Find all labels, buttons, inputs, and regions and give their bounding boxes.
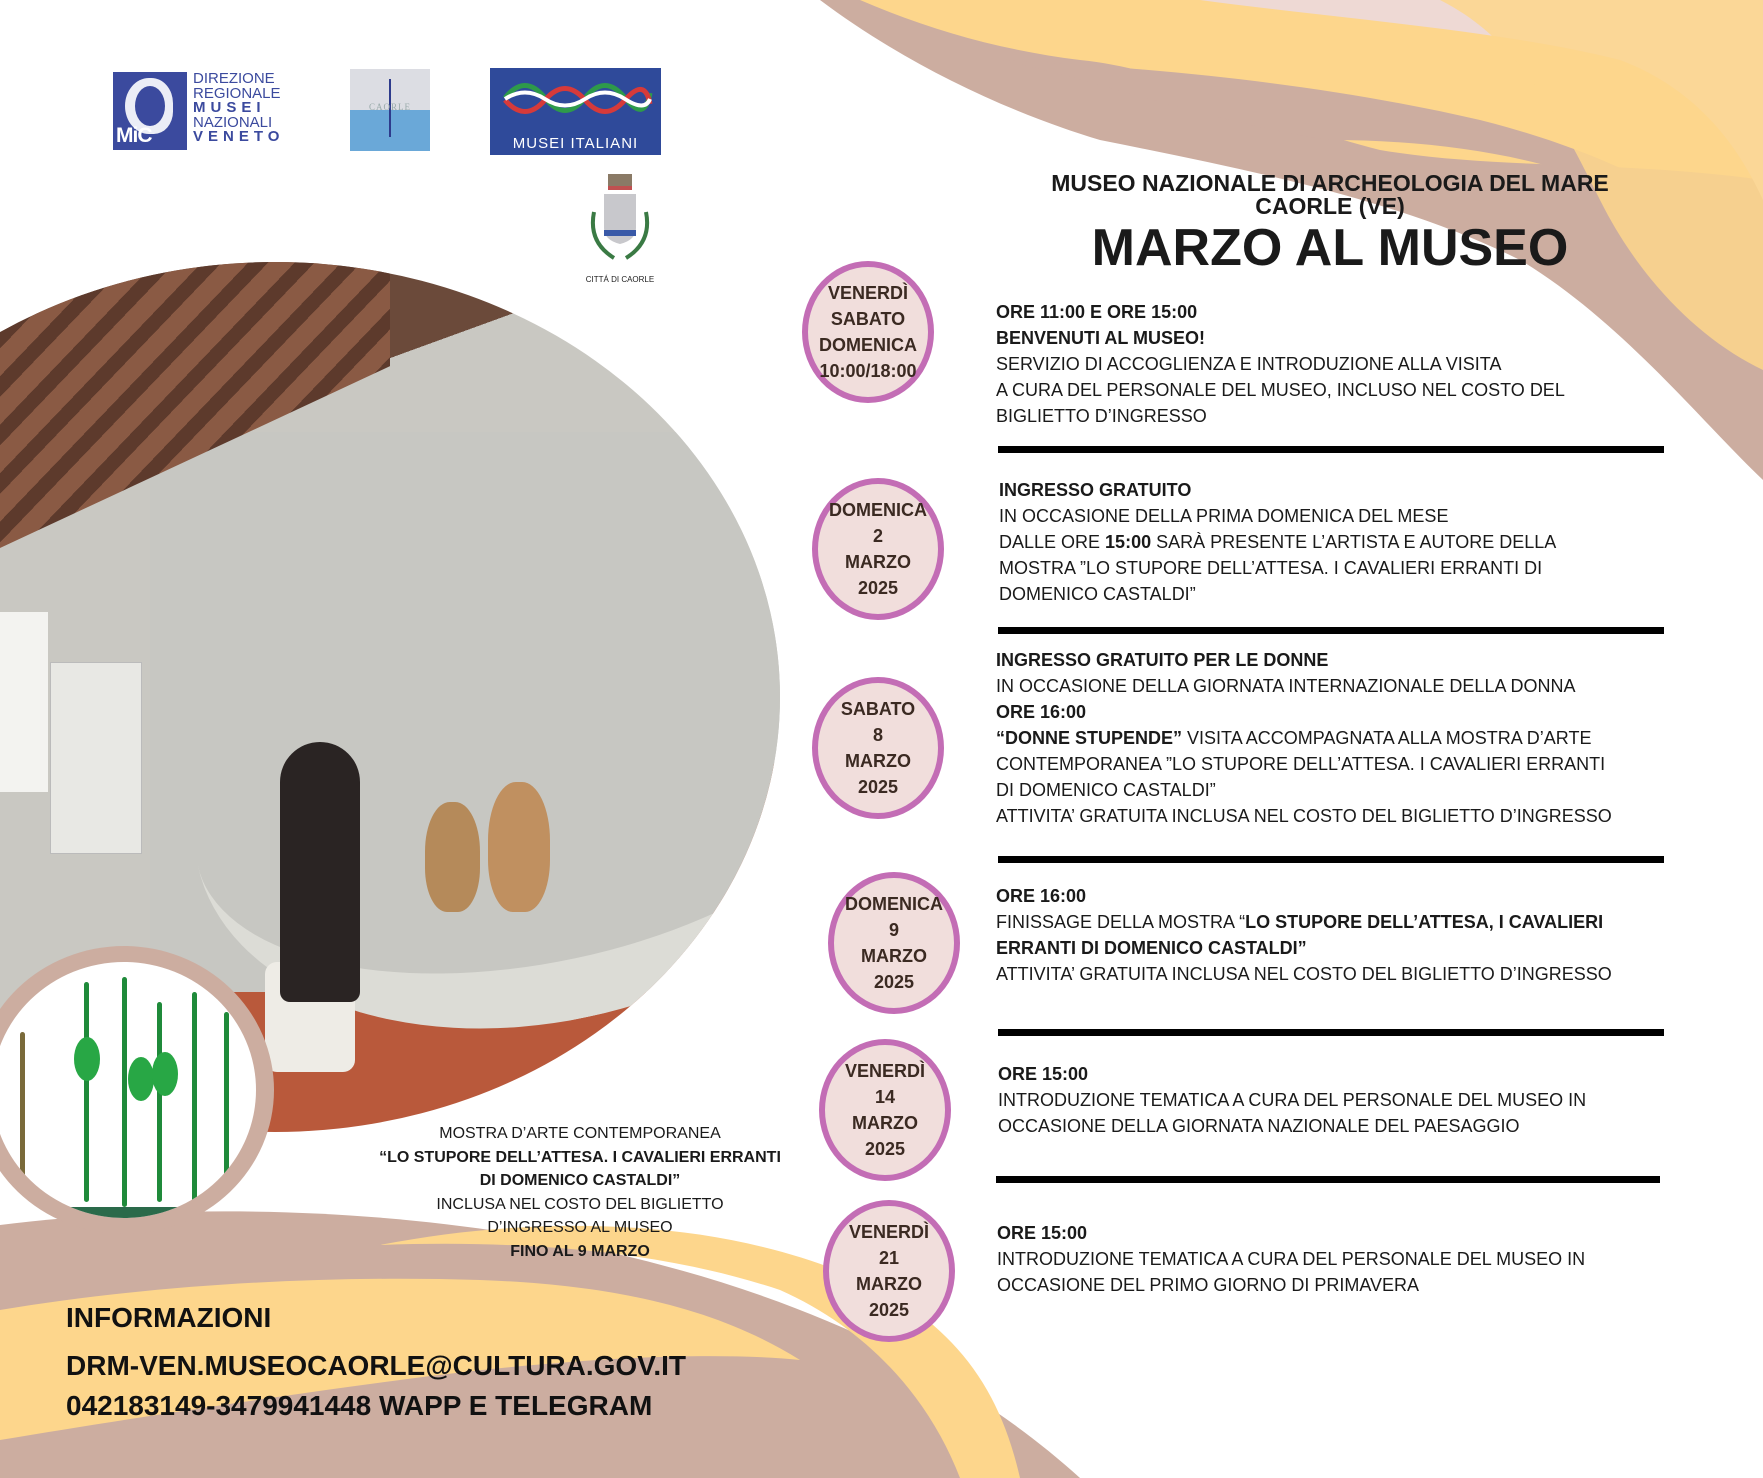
- museum-name: MUSEO NAZIONALE DI ARCHEOLOGIA DEL MARE: [1051, 170, 1609, 196]
- divider: [998, 446, 1664, 453]
- mic-logo: [113, 72, 295, 150]
- event-details: ORE 16:00 FINISSAGE DELLA MOSTRA “LO STUPORE DELL’ATTESA, I CAVALIERI ERRANTI DI DOMENICO CASTALDI” ATTIVITA’ GRATUITA INCLUSA NEL COSTO DEL BIGLIETTO D’INGRESSO: [996, 886, 1612, 984]
- musei-italiani-logo: MUSEI ITALIANI: [490, 68, 661, 155]
- page-header: [990, 172, 1670, 276]
- visitor-figure: [280, 742, 360, 1002]
- page-title: MARZO AL MUSEO: [1091, 219, 1569, 277]
- exhibition-caption: MOSTRA D’ARTE CONTEMPORANEA “LO STUPORE DELL’ATTESA. I CAVALIERI ERRANTI DI DOMENICO CASTALDI” INCLUSA NEL COSTO DEL BIGLIETTO D’INGRESSO AL MUSEO FINO AL 9 MARZO: [379, 1125, 781, 1260]
- event-details: ORE 15:00 INTRODUZIONE TEMATICA A CURA DEL PERSONALE DEL MUSEO IN OCCASIONE DEL PRIMO GIORNO DI PRIMAVERA: [997, 1223, 1586, 1295]
- event-details: ORE 11:00 E ORE 15:00 BENVENUTI AL MUSEO! SERVIZIO DI ACCOGLIENZA E INTRODUZIONE ALLA VISITA A CURA DEL PERSONALE DEL MUSEO, INCLUSO NEL COSTO DEL BIGLIETTO D’INGRESSO: [996, 302, 1565, 426]
- divider: [998, 627, 1664, 634]
- amphora-icon: [488, 782, 550, 912]
- citta-caorle-logo: CITTÁ DI CAORLE: [578, 172, 662, 284]
- date-badge: VENERDÌ SABATO DOMENICA 10:00/18:00: [802, 261, 934, 403]
- event-details: INGRESSO GRATUITO IN OCCASIONE DELLA PRIMA DOMENICA DEL MESE DALLE ORE 15:00 SARÀ PRESENTE L’ARTISTA E AUTORE DELLA MOSTRA ”LO STUPORE DELL’ATTESA. I CAVALIERI ERRANTI DI DOMENICO CASTALDI”: [999, 480, 1557, 604]
- museo-nazionale-logo: CAORLE: [350, 69, 430, 151]
- event-details: ORE 15:00 INTRODUZIONE TEMATICA A CURA DEL PERSONALE DEL MUSEO IN OCCASIONE DELLA GIORNATA NAZIONALE DEL PAESAGGIO: [998, 1064, 1587, 1136]
- divider: [996, 1176, 1660, 1183]
- date-badge: SABATO 8 MARZO 2025: [812, 677, 944, 819]
- divider: [998, 856, 1664, 863]
- wave-emblem-icon: [490, 68, 661, 128]
- divider: [998, 1029, 1664, 1036]
- info-email[interactable]: DRM-VEN.MUSEOCAORLE@CULTURA.GOV.IT: [66, 1350, 686, 1381]
- date-badge: VENERDÌ 21 MARZO 2025: [823, 1200, 955, 1342]
- info-phone[interactable]: 042183149-3479941448 WAPP E TELEGRAM: [66, 1390, 653, 1421]
- museum-location: CAORLE (VE): [1255, 193, 1405, 219]
- amphora-icon: [425, 802, 480, 912]
- date-badge: DOMENICA 9 MARZO 2025: [828, 872, 960, 1014]
- mic-emblem-icon: MiC: [113, 72, 187, 150]
- coat-of-arms-icon: [578, 172, 662, 268]
- info-title: INFORMAZIONI: [66, 1302, 272, 1333]
- date-badge: DOMENICA 2 MARZO 2025: [812, 478, 944, 620]
- info-block: [66, 1302, 686, 1422]
- mic-logo-text: DIREZIONE REGIONALE MUSEI NAZIONALI VENETO: [193, 70, 285, 145]
- event-details: INGRESSO GRATUITO PER LE DONNE IN OCCASIONE DELLA GIORNATA INTERNAZIONALE DELLA DONNA ORE 16:00 “DONNE STUPENDE” VISITA ACCOMPAGNATA ALLA MOSTRA D’ARTE CONTEMPORANEA ”LO STUPORE DELL’ATTESA. I CAVALIERI ERRANTI DI DOMENICO CASTALDI” ATTIVITA’ GRATUITA INCLUSA NEL COSTO DEL BIGLIETTO D’INGRESSO: [996, 650, 1612, 826]
- date-badge: VENERDÌ 14 MARZO 2025: [819, 1039, 951, 1181]
